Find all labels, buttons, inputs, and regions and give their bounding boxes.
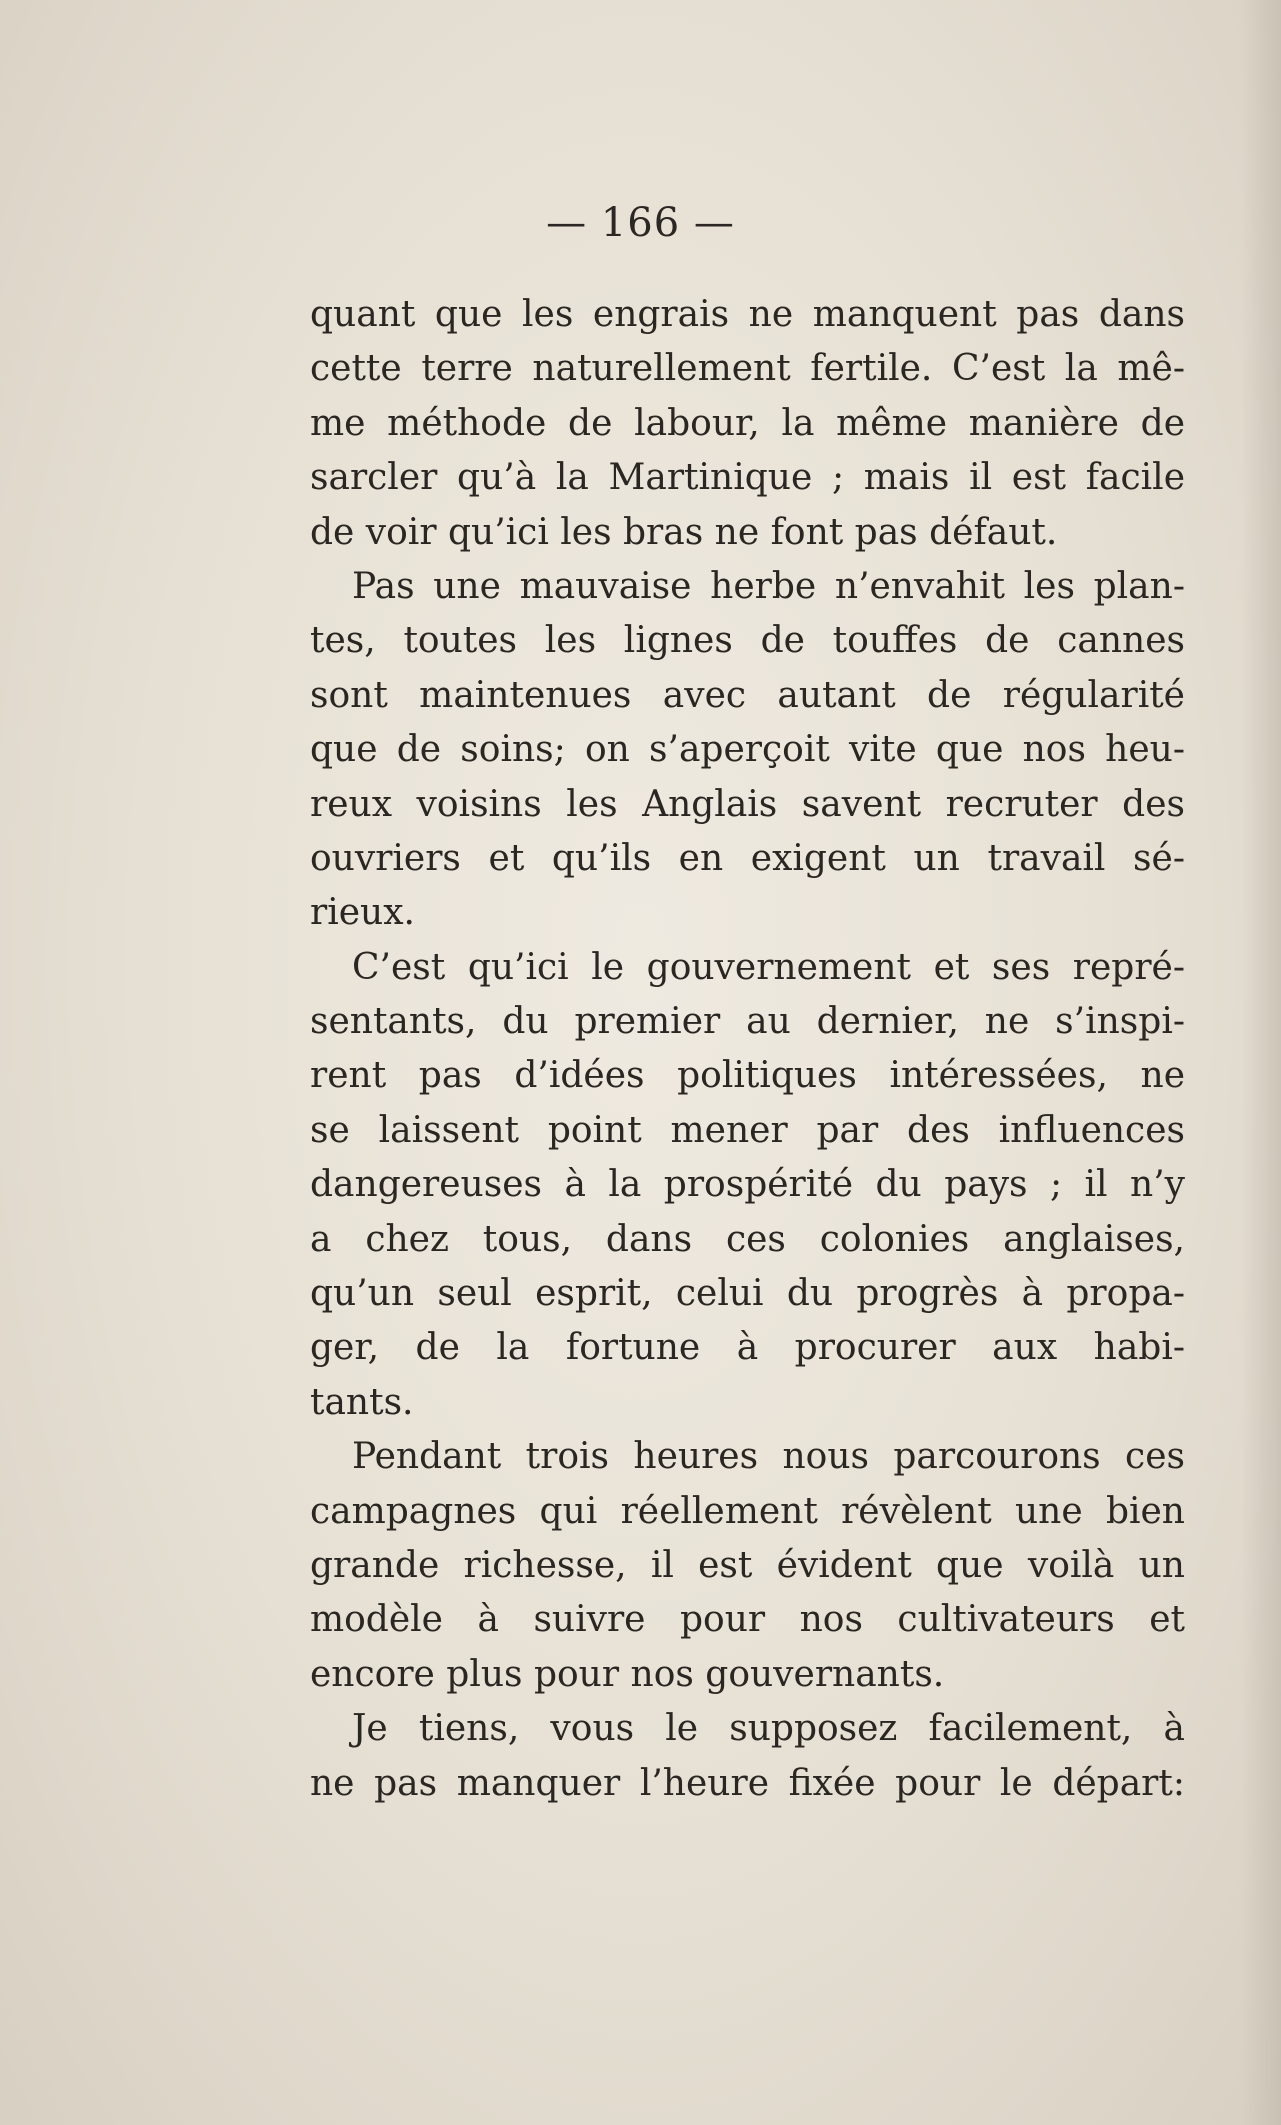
text-line: sont maintenues avec autant de régularité: [310, 674, 1185, 716]
text-line: sarcler qu’à la Martinique ; mais il est facile: [310, 457, 1185, 499]
text-line: que de soins; on s’aperçoit vite que nos heu-: [310, 729, 1185, 771]
text-line: Pendant trois heures nous parcourons ces: [352, 1436, 1185, 1478]
text-line: ne pas manquer l’heure fixée pour le départ:: [310, 1762, 1185, 1804]
text-line: quant que les engrais ne manquent pas dans: [310, 294, 1185, 335]
text-line: Pas une mauvaise herbe n’envahit les plan-: [352, 565, 1185, 607]
text-line: C’est qu’ici le gouvernement et ses repré-: [352, 946, 1185, 988]
text-line: ger, de la fortune à procurer aux habi-: [310, 1327, 1185, 1369]
text-line: sentants, du premier au dernier, ne s’inspi-: [310, 1001, 1185, 1043]
text-line: campagnes qui réellement révèlent une bien: [310, 1490, 1185, 1532]
text-line: cette terre naturellement fertile. C’est la mê-: [310, 348, 1185, 390]
text-line: ouvriers et qu’ils en exigent un travail sé-: [310, 837, 1185, 879]
text-line: rent pas d’idées politiques intéressées, ne: [310, 1055, 1185, 1097]
text-line: rieux.: [310, 892, 415, 934]
page-number: — 166 —: [546, 200, 735, 246]
text-line: Je tiens, vous le supposez facilement, à: [352, 1708, 1185, 1750]
text-line: qu’un seul esprit, celui du progrès à propa-: [310, 1273, 1185, 1315]
text-line: dangereuses à la prospérité du pays ; il n’y: [310, 1164, 1185, 1206]
body-text: [310, 288, 1185, 1811]
text-line: se laissent point mener par des influences: [310, 1109, 1185, 1151]
text-line: a chez tous, dans ces colonies anglaises,: [310, 1218, 1185, 1260]
text-line: de voir qu’ici les bras ne font pas défaut.: [310, 511, 1058, 553]
text-line: tes, toutes les lignes de touffes de cannes: [310, 620, 1185, 662]
text-line: reux voisins les Anglais savent recruter des: [310, 783, 1185, 825]
text-line: encore plus pour nos gouvernants.: [310, 1653, 945, 1695]
text-line: me méthode de labour, la même manière de: [310, 402, 1185, 444]
text-line: modèle à suivre pour nos cultivateurs et: [310, 1599, 1185, 1641]
text-line: grande richesse, il est évident que voilà un: [310, 1544, 1185, 1586]
text-line: tants.: [310, 1381, 414, 1423]
